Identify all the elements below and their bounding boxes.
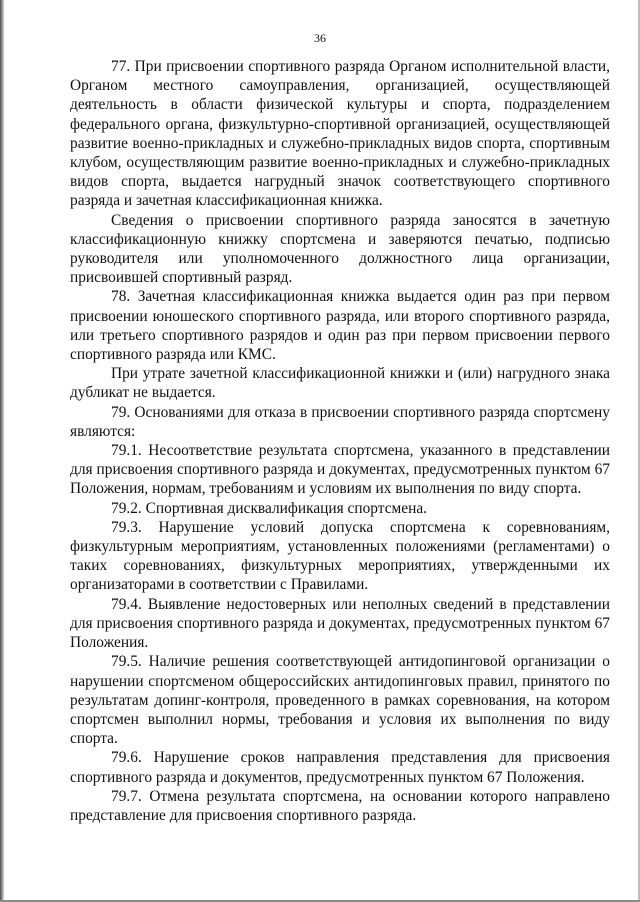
paragraph-79-6: 79.6. Нарушение сроков направления представления для присвоения спортивного разряда и документов, предусмотренных пунктом 67 Положения. — [70, 749, 610, 786]
paragraph-79-7: 79.7. Отмена результата спортсмена, на основании которого направлено представление для присвоения спортивного разряда. — [70, 787, 610, 824]
paragraph-79-4: 79.4. Выявление недостоверных или неполных сведений в представлении для присвоения спортивного разряда и документах, предусмотренных пунктом 67 Положения. — [70, 595, 610, 652]
paragraph-duplicate: При утрате зачетной классификационной книжки и (или) нагрудного знака дубликат не выдается. — [70, 365, 610, 402]
paragraph-79-2: 79.2. Спортивная дисквалификация спортсмена. — [111, 499, 428, 517]
paragraph-79-3: 79.3. Нарушение условий допуска спортсмена к соревнованиям, физкультурным мероприятиям, установленных положениями (регламентами) о таких соревнованиях, физкультурных мероприятиях, утвержденными их организаторами в соответствии с Правилами. — [70, 518, 610, 594]
paragraph-79: 79. Основаниями для отказа в присвоении спортивного разряда спортсмену являются: — [70, 403, 610, 440]
paragraph-79-5: 79.5. Наличие решения соответствующей антидопинговой организации о нарушении спортсменом общероссийских антидопинговых правил, принятого по результатам допинг-контроля, проведенного в рамках соревнования, на котором спортсмен выполнил нормы, требования и условия их выполнения по виду спорта. — [70, 653, 610, 748]
paragraph-78: 78. Зачетная классификационная книжка выдается один раз при первом присвоении юношеского спортивного разряда, или второго спортивного разряда, или третьего спортивного разрядов и один раз при первом присвоении первого спортивного разряда или КМС. — [70, 288, 610, 364]
scan-edge-shadow — [0, 0, 4, 902]
paragraph-77: 77. При присвоении спортивного разряда Органом исполнительной власти, Органом местного самоуправления, организацией, осуществляющей деятельность в области физической культуры и спорта, подразделением федерального органа, физкультурно-спортивной организацией, осуществляющей развитие военно-прикладных и служебно-прикладных видов спорта, спортивным клубом, осуществляющим развитие военно-прикладных и служебно-прикладных видов спорта, выдается нагрудный значок соответствующего спортивного разряда и зачетная классификационная книжка. — [70, 58, 610, 210]
document-body — [70, 57, 610, 825]
paragraph-records: Сведения о присвоении спортивного разряда заносятся в зачетную классификационную книжку спортсмена и заверяются печатью, подписью руководителя или уполномоченного должностного лица организации, присвоившей спортивный разряд. — [70, 211, 610, 287]
page-number: 36 — [314, 31, 326, 45]
paragraph-79-1: 79.1. Несоответствие результата спортсмена, указанного в представлении для присвоения спортивного разряда и документах, предусмотренных пунктом 67 Положения, нормам, требованиям и условиям их выполнения по виду спорта. — [70, 442, 610, 498]
